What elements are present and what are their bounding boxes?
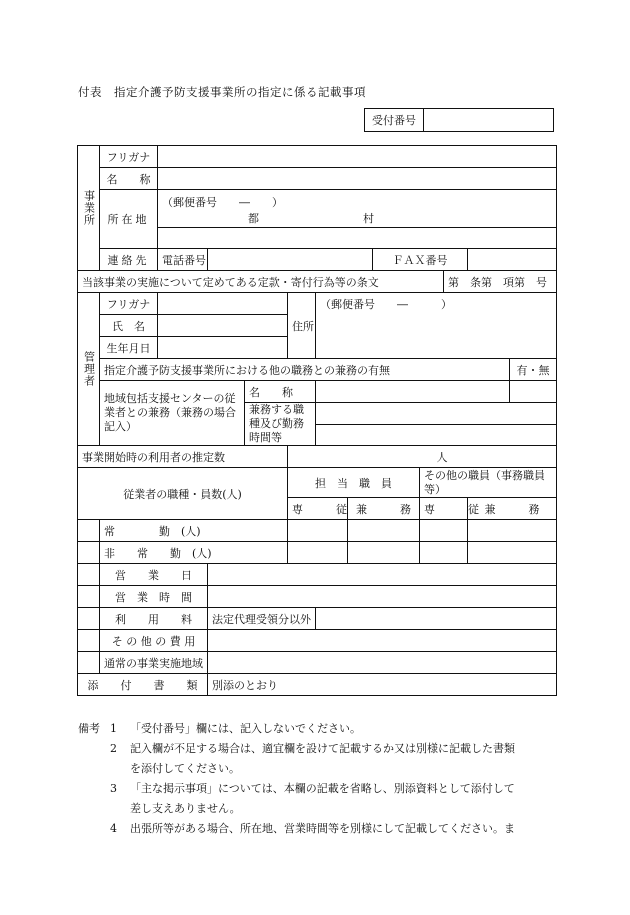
notes: 備考 1 「受付番号」欄には、記入しないでください。 2 記入欄が不足する場合は、適宜欄を設けて記載するか又は別様に記載した書類 を添付してください。 3 「主な掲示事項」については、本欄の記載を省略し、別添資料として添付して 差し支えありません。 4 出張所等がある場合、所在地、営業時間等を別様にして記載してください。ま	[78, 719, 558, 839]
staff-nonregular-part-2[interactable]	[468, 542, 557, 564]
articles-value[interactable]: 第 条第 項第 号	[444, 271, 557, 293]
staff-in-charge-header: 担 当 職 員	[288, 468, 420, 498]
staff-full-2: 専 従	[420, 498, 468, 520]
business-hours-label: 営 業 時 間	[100, 586, 208, 608]
manager-name-label: 氏 名	[100, 315, 158, 337]
note-2: 記入欄が不足する場合は、適宜欄を設けて記載するか又は別様に記載した書類	[130, 742, 515, 755]
business-fee-field[interactable]	[316, 608, 557, 630]
staff-regular-label: 常 勤 (人)	[100, 520, 288, 542]
note-4: 出張所等がある場合、所在地、営業時間等を別様にして記載してください。ま	[130, 822, 515, 835]
staff-regular-full-2[interactable]	[420, 520, 468, 542]
staff-regular-full-1[interactable]	[288, 520, 348, 542]
office-furigana-field[interactable]	[158, 146, 557, 168]
office-section-label: 事業所	[78, 146, 100, 271]
manager-section-label: 管理者	[78, 293, 100, 446]
staff-part-1: 兼 務	[348, 498, 420, 520]
form-table	[77, 145, 557, 696]
articles-label: 当該事業の実施について定めてある定款・寄付行為等の条文	[78, 271, 444, 293]
manager-address-label: 住所	[288, 293, 316, 359]
note-3: 「主な掲示事項」については、本欄の記載を省略し、別添資料として添付して	[130, 782, 515, 795]
manager-name-field[interactable]	[158, 315, 288, 337]
staff-nonregular-label: 非 常 勤 (人)	[100, 542, 288, 564]
note-1: 「受付番号」欄には、記入しないでください。	[130, 722, 361, 735]
users-estimate-label: 事業開始時の利用者の推定数	[78, 446, 288, 468]
manager-duty-label: 兼務する職種及び勤務時間等	[245, 403, 316, 446]
manager-center-name-field[interactable]	[316, 381, 510, 403]
staff-regular-part-1[interactable]	[348, 520, 420, 542]
office-address-field-2[interactable]	[158, 228, 557, 249]
manager-birth-label: 生年月日	[100, 337, 158, 359]
reception-number-label: 受付番号	[365, 109, 424, 131]
business-days-field[interactable]	[208, 564, 557, 586]
staff-part-2: 兼 務	[468, 498, 557, 520]
office-name-label: 名 称	[100, 168, 158, 190]
manager-duty-field[interactable]	[316, 403, 557, 425]
manager-birth-field[interactable]	[158, 337, 288, 359]
business-fee-label: 利 用 料	[100, 608, 208, 630]
business-hours-field[interactable]	[208, 586, 557, 608]
staff-nonregular-full-2[interactable]	[420, 542, 468, 564]
business-fee-value[interactable]: 法定代理受領分以外	[208, 608, 316, 630]
staff-regular-part-2[interactable]	[468, 520, 557, 542]
manager-address-field[interactable]	[316, 293, 557, 359]
business-other-cost-label: そ の 他 の 費 用	[100, 630, 208, 652]
office-address-field[interactable]	[158, 190, 557, 228]
business-days-label: 営 業 日	[100, 564, 208, 586]
manager-yesno[interactable]: 有・無	[510, 359, 557, 381]
users-unit: 人	[436, 450, 448, 464]
note-2-cont: を添付してください。	[130, 762, 240, 775]
business-attach-label: 添 付 書 類	[78, 674, 208, 696]
manager-furigana-label: フリガナ	[100, 293, 158, 315]
office-fax-label: ＦＡＸ番号	[373, 249, 468, 271]
manager-concurrent-label: 指定介護予防支援事業所における他の職務との兼務の有無	[100, 359, 510, 381]
reception-number-box	[364, 108, 554, 132]
staff-nonregular-part-1[interactable]	[348, 542, 420, 564]
office-furigana-label: フリガナ	[100, 146, 158, 168]
staff-full-1: 専 従	[288, 498, 348, 520]
manager-center-name-field-2[interactable]	[510, 381, 557, 403]
notes-head: 備考	[78, 722, 100, 735]
office-phone-field[interactable]	[208, 249, 373, 271]
business-other-cost-field[interactable]	[208, 630, 557, 652]
office-contact-label: 連絡先	[100, 249, 158, 271]
office-phone-label: 電話番号	[158, 249, 208, 271]
office-pref-suffix: 都	[248, 212, 259, 225]
users-estimate-field[interactable]	[288, 446, 557, 468]
office-address-label: 所在地	[100, 190, 158, 249]
office-postal: （郵便番号 ― ）	[162, 196, 283, 209]
office-fax-field[interactable]	[468, 249, 557, 271]
staff-header: 従業者の職種・員数(人)	[78, 468, 288, 520]
manager-center-name-label: 名 称	[245, 381, 316, 403]
manager-duty-field-2[interactable]	[316, 424, 557, 446]
manager-furigana-field[interactable]	[158, 293, 288, 315]
business-area-label: 通常の事業実施地域	[100, 652, 208, 674]
form-title: 付表 指定介護予防支援事業所の指定に係る記載事項	[78, 85, 366, 99]
office-city-suffix: 村	[363, 212, 374, 225]
manager-center-label: 地域包括支援センターの従業者との兼務（兼務の場合記入）	[100, 381, 245, 446]
business-attach-value[interactable]: 別添のとおり	[208, 674, 557, 696]
business-area-field[interactable]	[208, 652, 557, 674]
note-3-cont: 差し支えありません。	[130, 802, 241, 815]
staff-other-header: その他の職員（事務職員等）	[420, 468, 557, 498]
office-name-field[interactable]	[158, 168, 557, 190]
staff-nonregular-full-1[interactable]	[288, 542, 348, 564]
manager-postal: （郵便番号 ― ）	[320, 298, 452, 311]
